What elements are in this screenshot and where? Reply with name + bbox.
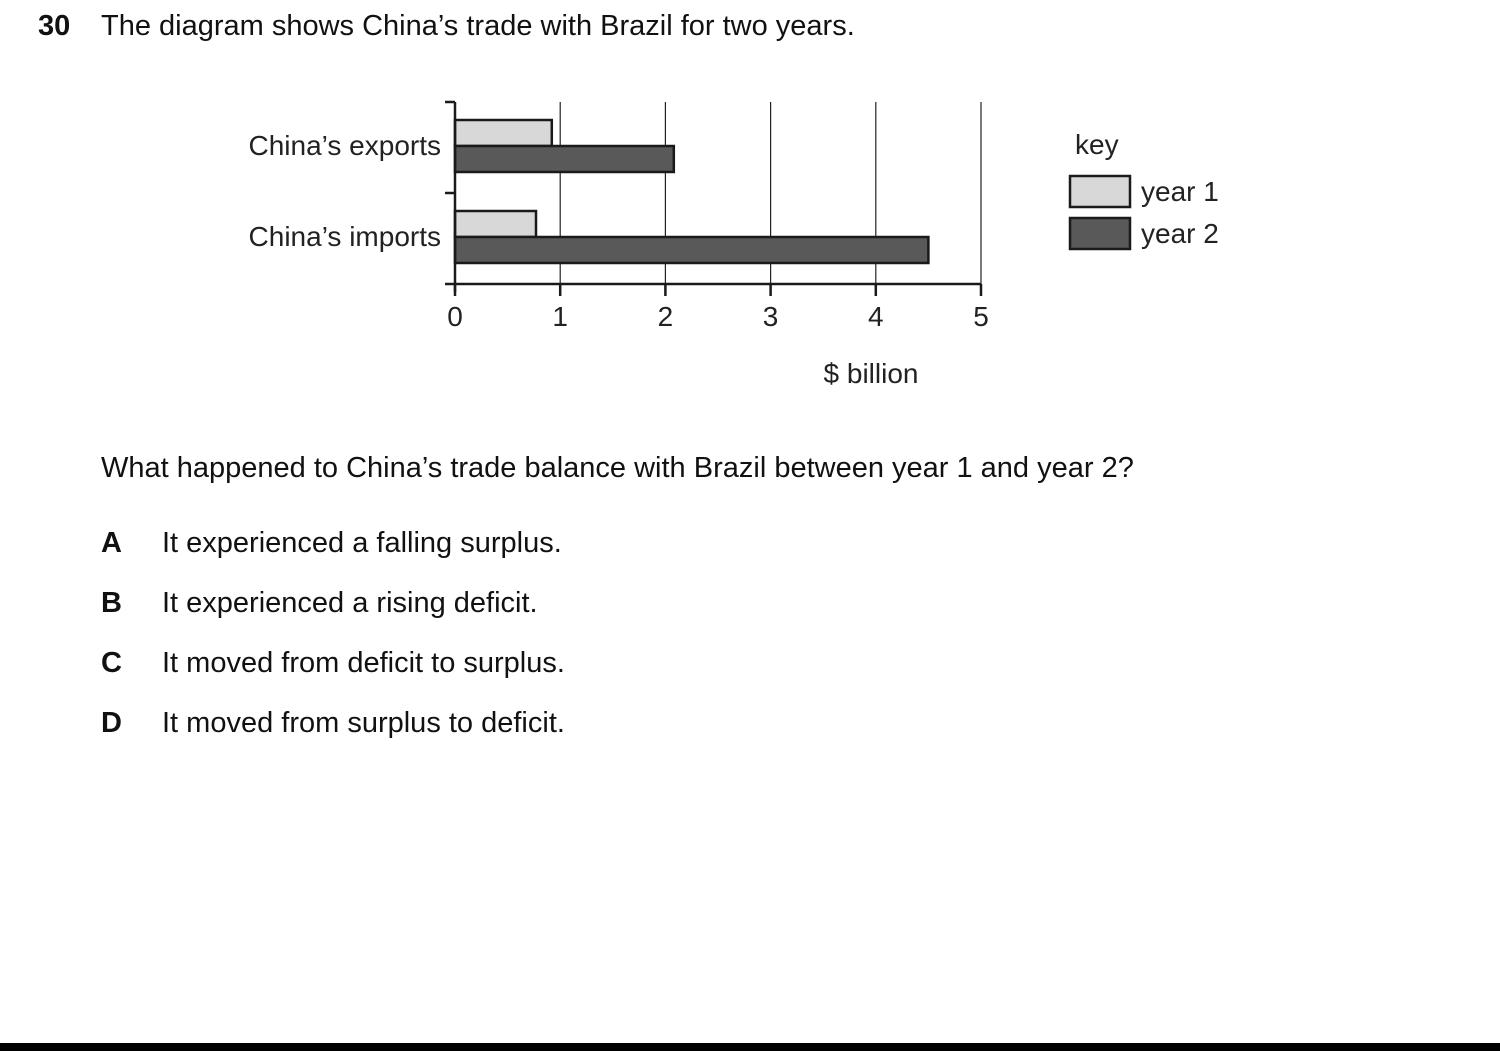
x-tick-label: 1 [552,301,568,332]
bars [455,120,928,263]
x-tick-label: 0 [447,301,463,332]
category-label: China’s imports [248,221,441,252]
x-tick-label: 4 [868,301,884,332]
x-tick-label: 5 [973,301,989,332]
option-d[interactable] [101,707,565,740]
x-tick-label: 3 [762,301,779,332]
option-text: It experienced a falling surplus. [162,527,562,559]
option-letter: C [101,647,122,679]
option-b[interactable] [101,587,538,620]
option-letter: B [101,587,122,619]
option-text: It moved from surplus to deficit. [162,707,565,739]
footer-bar [0,1043,1500,1051]
question-intro: The diagram shows China’s trade with Brazil for two years. [101,10,855,42]
bar [455,120,552,146]
option-letter: A [101,527,122,559]
legend-label: year 1 [1141,176,1219,207]
option-text: It moved from deficit to surplus. [162,647,565,679]
bar-chart [0,0,1500,420]
legend-swatch [1070,176,1130,207]
option-c[interactable] [101,647,565,680]
legend [1070,129,1219,249]
bar [455,237,928,263]
legend-label: year 2 [1141,218,1219,249]
legend-swatch [1070,218,1130,249]
bar [455,146,674,172]
bar [455,211,536,237]
option-text: It experienced a rising deficit. [162,587,538,619]
option-a[interactable] [101,527,562,560]
option-letter: D [101,707,122,739]
question-prompt: What happened to China’s trade balance with Brazil between year 1 and year 2? [101,452,1134,484]
category-label: China’s exports [248,130,441,161]
x-tick-label: 2 [657,301,674,332]
x-axis-title: $ billion [823,358,919,389]
legend-title: key [1075,129,1119,160]
question-number: 30 [38,10,71,42]
